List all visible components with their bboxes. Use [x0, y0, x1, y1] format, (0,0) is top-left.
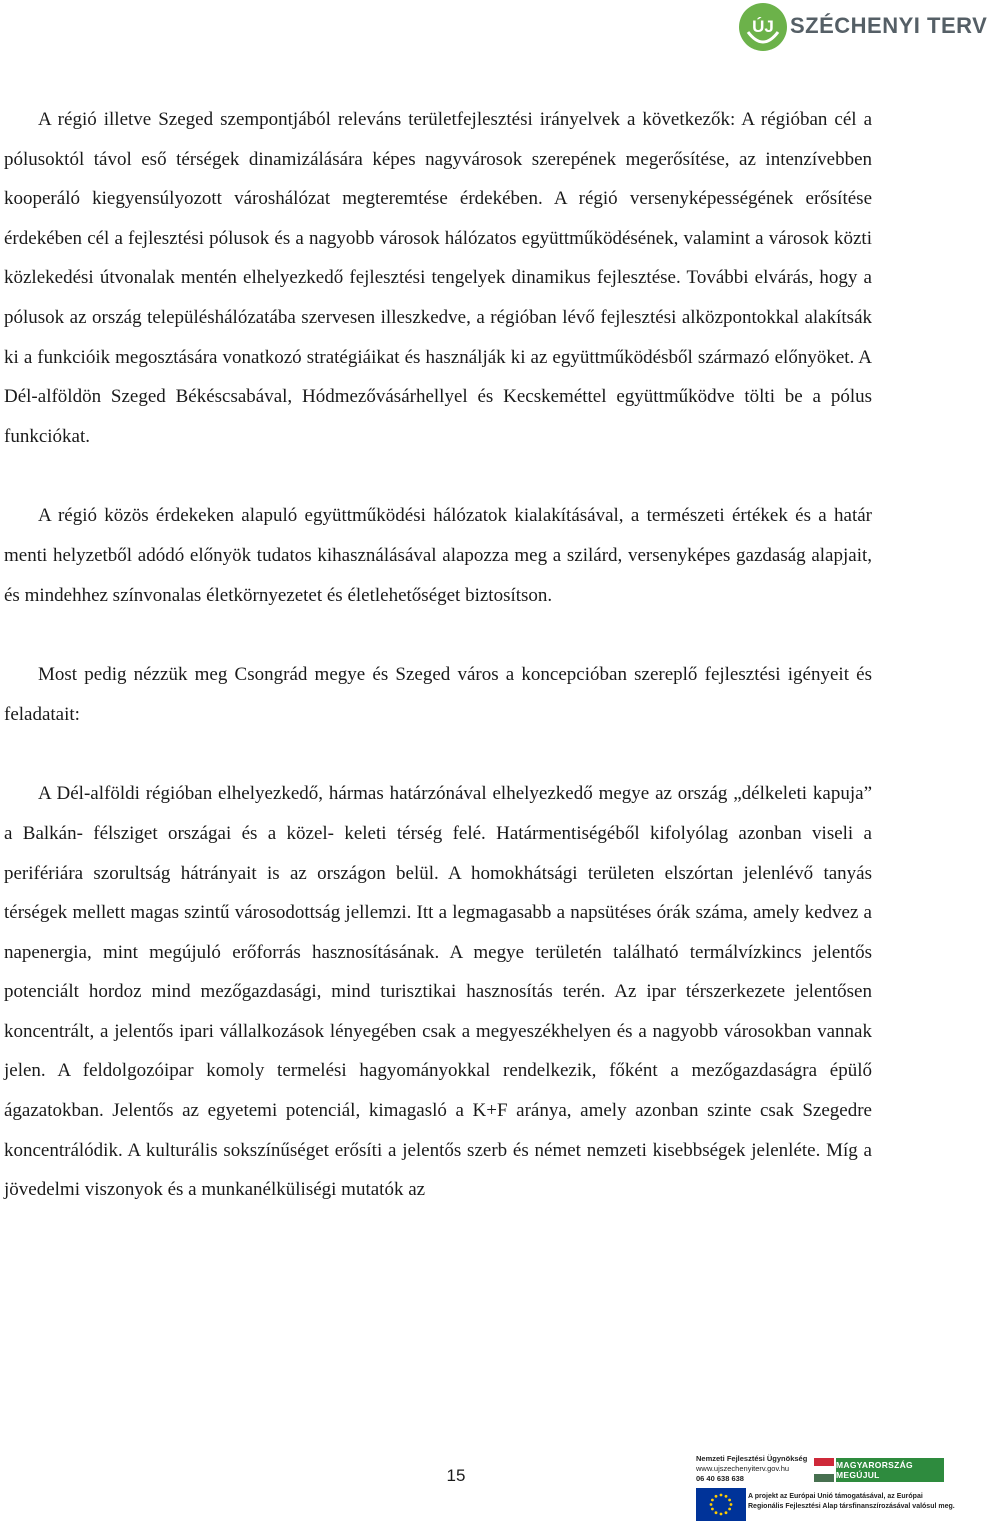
eu-flag-icon	[696, 1488, 746, 1521]
footer-logos	[690, 1452, 956, 1528]
logo-mark: ÚJ	[752, 17, 774, 36]
magyarorszag-megujul-badge: MAGYARORSZÁG MEGÚJUL	[836, 1458, 944, 1482]
paragraph-4: A Dél-alföldi régióban elhelyezkedő, hármas határzónával elhelyezkedő megye az ország „délkeleti kapuja” a Balkán- félsziget országai és a közel- keleti térség felé. Határmentiségéből kifolyólag azonban viseli a perifériára szorultság hátrányait is az országon belül. A homokhátsági területen elszórtan jelenlévő tanyás térségek mellett magas szintű városodottság jellemzi. Itt a legmagasabb a napsütéses órák száma, amely kedvez a napenergia, mint megújuló erőforrás hasznosításának. A megye területén található termálvízkincs jelentős potenciált hordoz mind mezőgazdasági, mind turisztikai hasznosítás terén. Az ipar térszerkezete jelentősen koncentrált, a jelentős ipari vállalkozások lényegében csak a megyeszékhelyen és a nagyobb városokban vannak jelen. A feldolgozóipar komoly termelési hagyományokkal rendelkezik, főként a mezőgazdaságra épülő ágazatokban. Jelentős az egyetemi potenciál, kimagasló a K+F aránya, amely azonban szinte csak Szegedre koncentrálódik. A kulturális sokszínűséget erősíti a jelentős szerb és német nemzeti kisebbségek jelenléte. Míg a jövedelmi viszonyok és a munkanélküliségi mutatók az	[4, 783, 872, 1201]
eu-line-1: A projekt az Európai Unió támogatásával, az Európai	[748, 1493, 923, 1500]
paragraph-1: A régió illetve Szeged szempontjából releváns területfejlesztési irányelvek a következők: A régióban cél a pólusoktól távol eső térségek dinamizálására képes nagyvárosok szerepének megerősítése, az intenzívebben kooperáló kiegyensúlyozott városhálózat megteremtése érdekében. A régió versenyképességének erősítése érdekében cél a fejlesztési pólusok és a nagyobb városok hálózatos együttműködésének, valamint a városok közti közlekedési útvonalak mentén elhelyezkedő fejlesztési tengelyek dinamikus fejlesztése. További elvárás, hogy a pólusok az ország településhálózatába szervesen illeszkedve, a régióban lévő fejlesztési alközpontokkal alakítsák ki a funkcióik megosztására vonatkozó stratégiáikat és használják ki az együttműködésből származó előnyöket. A Dél-alföldön Szeged Békéscsabával, Hódmezővásárhellyel és Kecskeméttel együttműködve tölti be a pólus funkciókat.	[4, 109, 872, 447]
paragraph-3: Most pedig nézzük meg Csongrád megye és Szeged város a koncepcióban szereplő fejlesztési igényeit és feladatait:	[4, 664, 872, 725]
logo-text: SZÉCHENYI TERV	[790, 13, 987, 38]
agency-name: Nemzeti Fejlesztési Ügynökség	[696, 1454, 808, 1463]
agency-web: www.ujszechenyiterv.gov.hu	[696, 1464, 790, 1473]
hungarian-flag-icon	[814, 1458, 834, 1482]
eu-funding-text	[748, 1492, 955, 1511]
uj-szechenyi-logo-icon	[738, 2, 788, 52]
document-body	[4, 100, 872, 1210]
eu-line-2: Regionális Fejlesztési Alap társfinanszírozásával valósul meg.	[748, 1502, 955, 1510]
page-number: 15	[446, 1466, 466, 1485]
nfu-logo-text	[696, 1454, 807, 1484]
paragraph-2: A régió közös érdekeken alapuló együttműködési hálózatok kialakításával, a természeti értékek és a határ menti helyzetből adódó előnyök tudatos kihasználásával alapozza meg a szilárd, versenyképes gazdaság alapjait, és mindehhez színvonalas életkörnyezetet és életlehetőséget biztosítson.	[4, 505, 872, 606]
agency-phone: 06 40 638 638	[696, 1474, 744, 1483]
